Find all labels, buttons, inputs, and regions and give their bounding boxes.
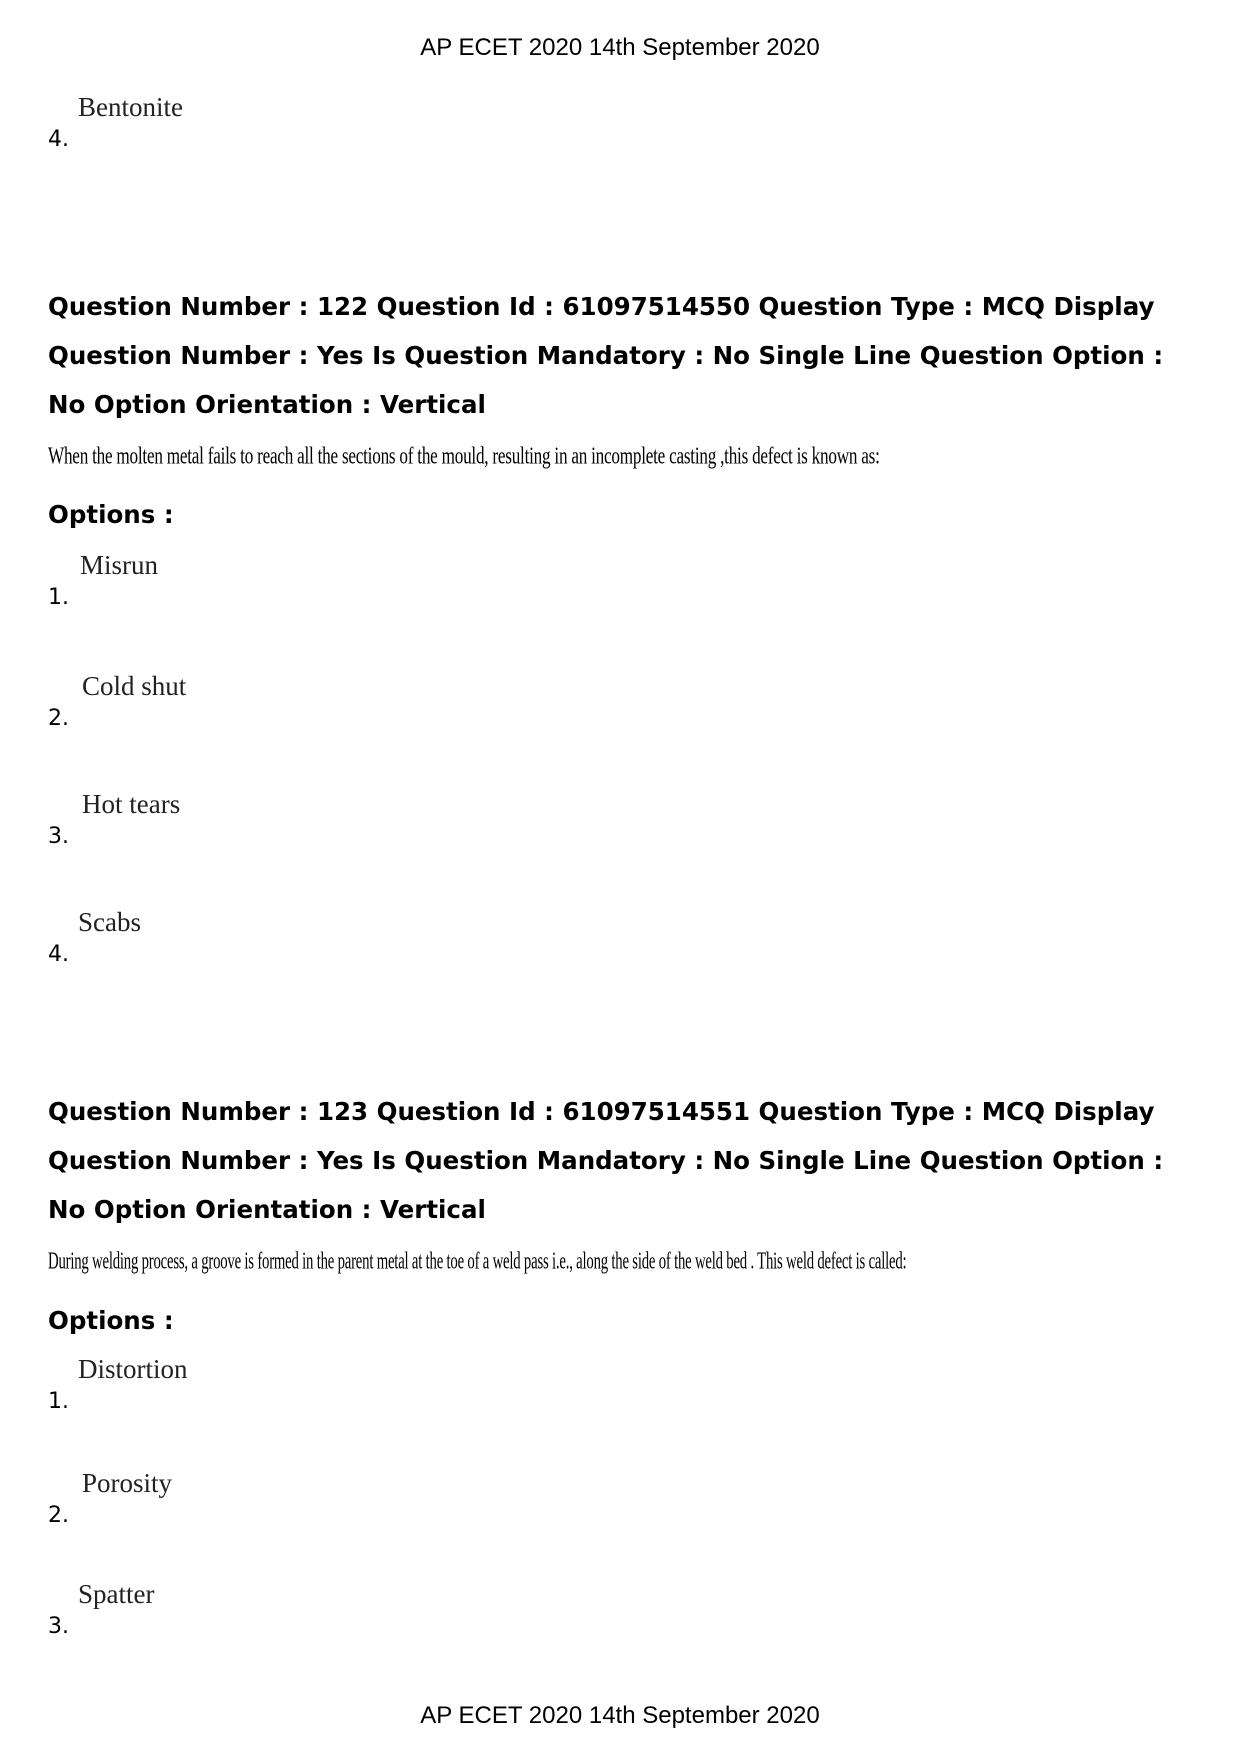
option-text: Misrun — [80, 550, 159, 580]
option-number: 2. — [48, 706, 69, 731]
options-label: Options : — [48, 1306, 174, 1335]
option-item — [48, 1468, 448, 1528]
option-number: 4. — [48, 942, 69, 967]
option-number: 2. — [48, 1503, 69, 1528]
options-label: Options : — [48, 500, 174, 529]
option-text: Bentonite — [78, 92, 183, 122]
option-text: Scabs — [78, 907, 141, 937]
question-meta: Question Number : 122 Question Id : 61097514550 Question Type : MCQ Display Question Number : Yes Is Question Mandatory : No Single Line Question Option : No Option Orientation : Vertical — [48, 292, 1164, 419]
option-item — [48, 671, 448, 731]
question-text-wrap — [48, 441, 1208, 467]
question-meta: Question Number : 123 Question Id : 61097514551 Question Type : MCQ Display Question Number : Yes Is Question Mandatory : No Single Line Question Option : No Option Orientation : Vertical — [48, 1097, 1164, 1224]
option-number: 1. — [48, 585, 69, 610]
option-item — [48, 92, 448, 152]
option-item — [48, 1579, 448, 1639]
option-text: Distortion — [78, 1354, 188, 1384]
option-item — [48, 550, 448, 610]
question-block-122 — [48, 282, 1208, 429]
option-number: 1. — [48, 1389, 69, 1414]
option-text: Cold shut — [82, 671, 187, 701]
option-item — [48, 907, 448, 967]
page-footer: AP ECET 2020 14th September 2020 — [420, 1702, 820, 1729]
option-text: Spatter — [78, 1579, 155, 1609]
option-text: Hot tears — [82, 789, 181, 819]
option-text: Porosity — [82, 1468, 173, 1498]
question-text-wrap — [48, 1246, 1208, 1272]
option-item — [48, 1354, 448, 1414]
option-number: 3. — [48, 824, 69, 849]
question-text: When the molten metal fails to reach all the sections of the mould, resulting in an incomplete casting ,this defect is known as: — [48, 441, 880, 469]
question-text: During welding process, a groove is formed in the parent metal at the toe of a weld pass i.e., along the side of the weld bed . This weld defect is called: — [48, 1246, 907, 1274]
option-number: 4. — [48, 127, 69, 152]
page-header: AP ECET 2020 14th September 2020 — [420, 34, 820, 61]
question-block-123 — [48, 1087, 1208, 1234]
option-item — [48, 789, 448, 849]
option-number: 3. — [48, 1614, 69, 1639]
